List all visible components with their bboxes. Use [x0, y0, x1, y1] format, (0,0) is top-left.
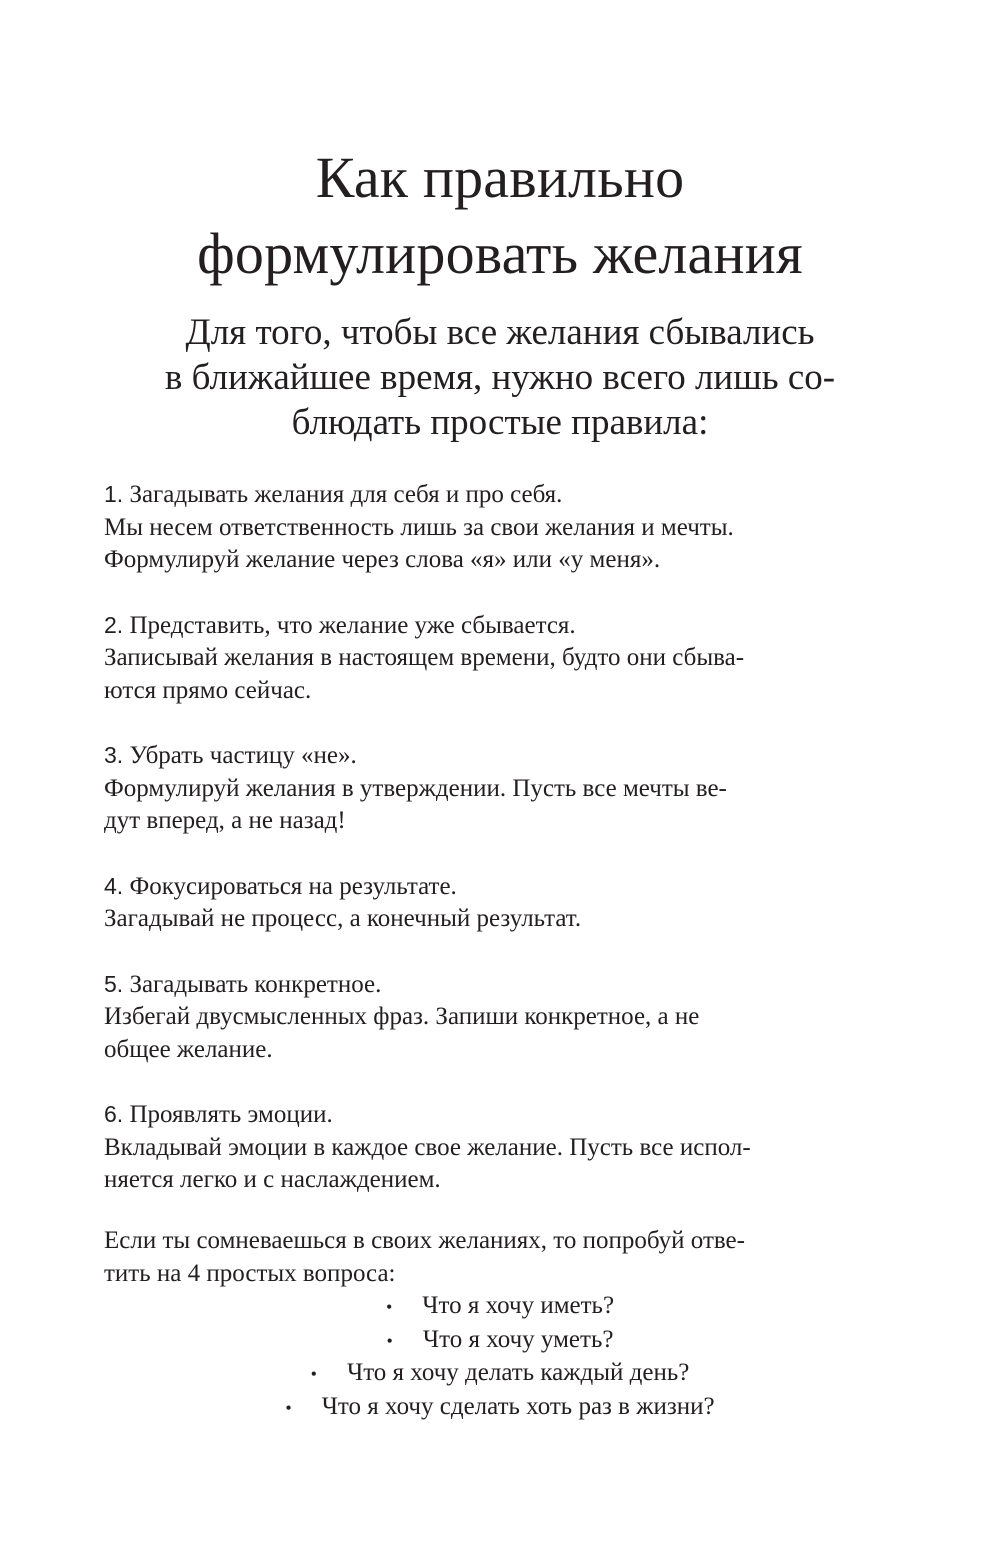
rules-list: [104, 478, 884, 1229]
page-title: [0, 140, 1000, 292]
rule-line: Формулируй желание через слова «я» или «у меня».: [104, 546, 661, 573]
rule-line: ются прямо сейчас.: [104, 676, 312, 704]
intro-line-3: блюдать простые правила:: [291, 402, 709, 443]
bullet-icon: •: [385, 1297, 393, 1318]
intro-paragraph: [0, 310, 1000, 445]
rule-number: 1.: [104, 481, 124, 507]
title-line-2: формулировать желания: [197, 221, 803, 286]
rule-line: Записывай желания в настоящем времени, будто они сбыва-: [104, 644, 745, 671]
question-item: [0, 1357, 1000, 1391]
rule-item: [104, 870, 884, 936]
question-text: Что я хочу уметь?: [422, 1325, 614, 1353]
rule-heading: [104, 1098, 884, 1132]
rule-number: 3.: [104, 742, 124, 768]
rule-item: [104, 1098, 884, 1197]
outro-line-2: тить на 4 простых вопроса:: [104, 1259, 396, 1287]
intro-line-2: в ближайшее время, нужно всего лишь со-: [164, 357, 836, 398]
rule-number: 4.: [104, 872, 124, 899]
intro-line-1: Для того, чтобы все желания сбывались: [185, 312, 815, 353]
rule-line: Загадывай не процесс, а конечный результат.: [104, 905, 582, 932]
rule-item: [104, 968, 884, 1067]
question-item: [0, 1324, 1000, 1358]
rule-line: Избегай двусмысленных фраз. Запиши конкретное, а не: [104, 1003, 700, 1030]
bullet-icon: •: [285, 1397, 292, 1418]
rule-heading-text: Убрать частицу «не».: [129, 742, 357, 769]
bullet-icon: •: [310, 1364, 317, 1385]
rule-line: Формулируй желания в утверждении. Пусть все мечты ве-: [104, 774, 727, 802]
question-item: [0, 1391, 1000, 1425]
rule-heading: [104, 968, 884, 1002]
rule-heading-text: Фокусироваться на результате.: [129, 872, 457, 900]
rule-item: [104, 478, 884, 577]
rule-number: 6.: [104, 1101, 124, 1127]
rule-line: Мы несем ответственность лишь за свои желания и мечты.: [104, 513, 734, 541]
rule-line: дут вперед, а не назад!: [104, 807, 346, 834]
rule-heading-text: Проявлять эмоции.: [129, 1101, 333, 1128]
question-text: Что я хочу иметь?: [422, 1292, 615, 1319]
question-text: Что я хочу сделать хоть раз в жизни?: [321, 1392, 715, 1420]
bullet-icon: •: [386, 1330, 393, 1351]
rule-item: [104, 609, 884, 708]
rule-heading-text: Загадывать конкретное.: [129, 970, 382, 998]
rule-number: 2.: [104, 611, 124, 638]
rule-line: няется легко и с наслаждением.: [104, 1166, 441, 1193]
rule-heading: [104, 870, 884, 904]
title-line-1: Как правильно: [315, 145, 685, 210]
question-text: Что я хочу делать каждый день?: [346, 1359, 690, 1387]
rule-line: Вкладывай эмоции в каждое свое желание. Пусть все испол-: [104, 1133, 751, 1161]
rule-heading: [104, 478, 884, 512]
rule-line: общее желание.: [104, 1035, 273, 1063]
rule-heading: [104, 609, 884, 643]
rule-heading: [104, 739, 884, 773]
question-item: [0, 1290, 1000, 1324]
rule-heading-text: Представить, что желание уже сбывается.: [129, 611, 576, 639]
rule-item: [104, 739, 884, 838]
rule-heading-text: Загадывать желания для себя и про себя.: [129, 481, 563, 508]
rule-number: 5.: [104, 970, 124, 997]
outro-line-1: Если ты сомневаешься в своих желаниях, то попробуй отве-: [104, 1227, 745, 1254]
outro-paragraph: [104, 1225, 884, 1290]
questions-list: [0, 1290, 1000, 1424]
